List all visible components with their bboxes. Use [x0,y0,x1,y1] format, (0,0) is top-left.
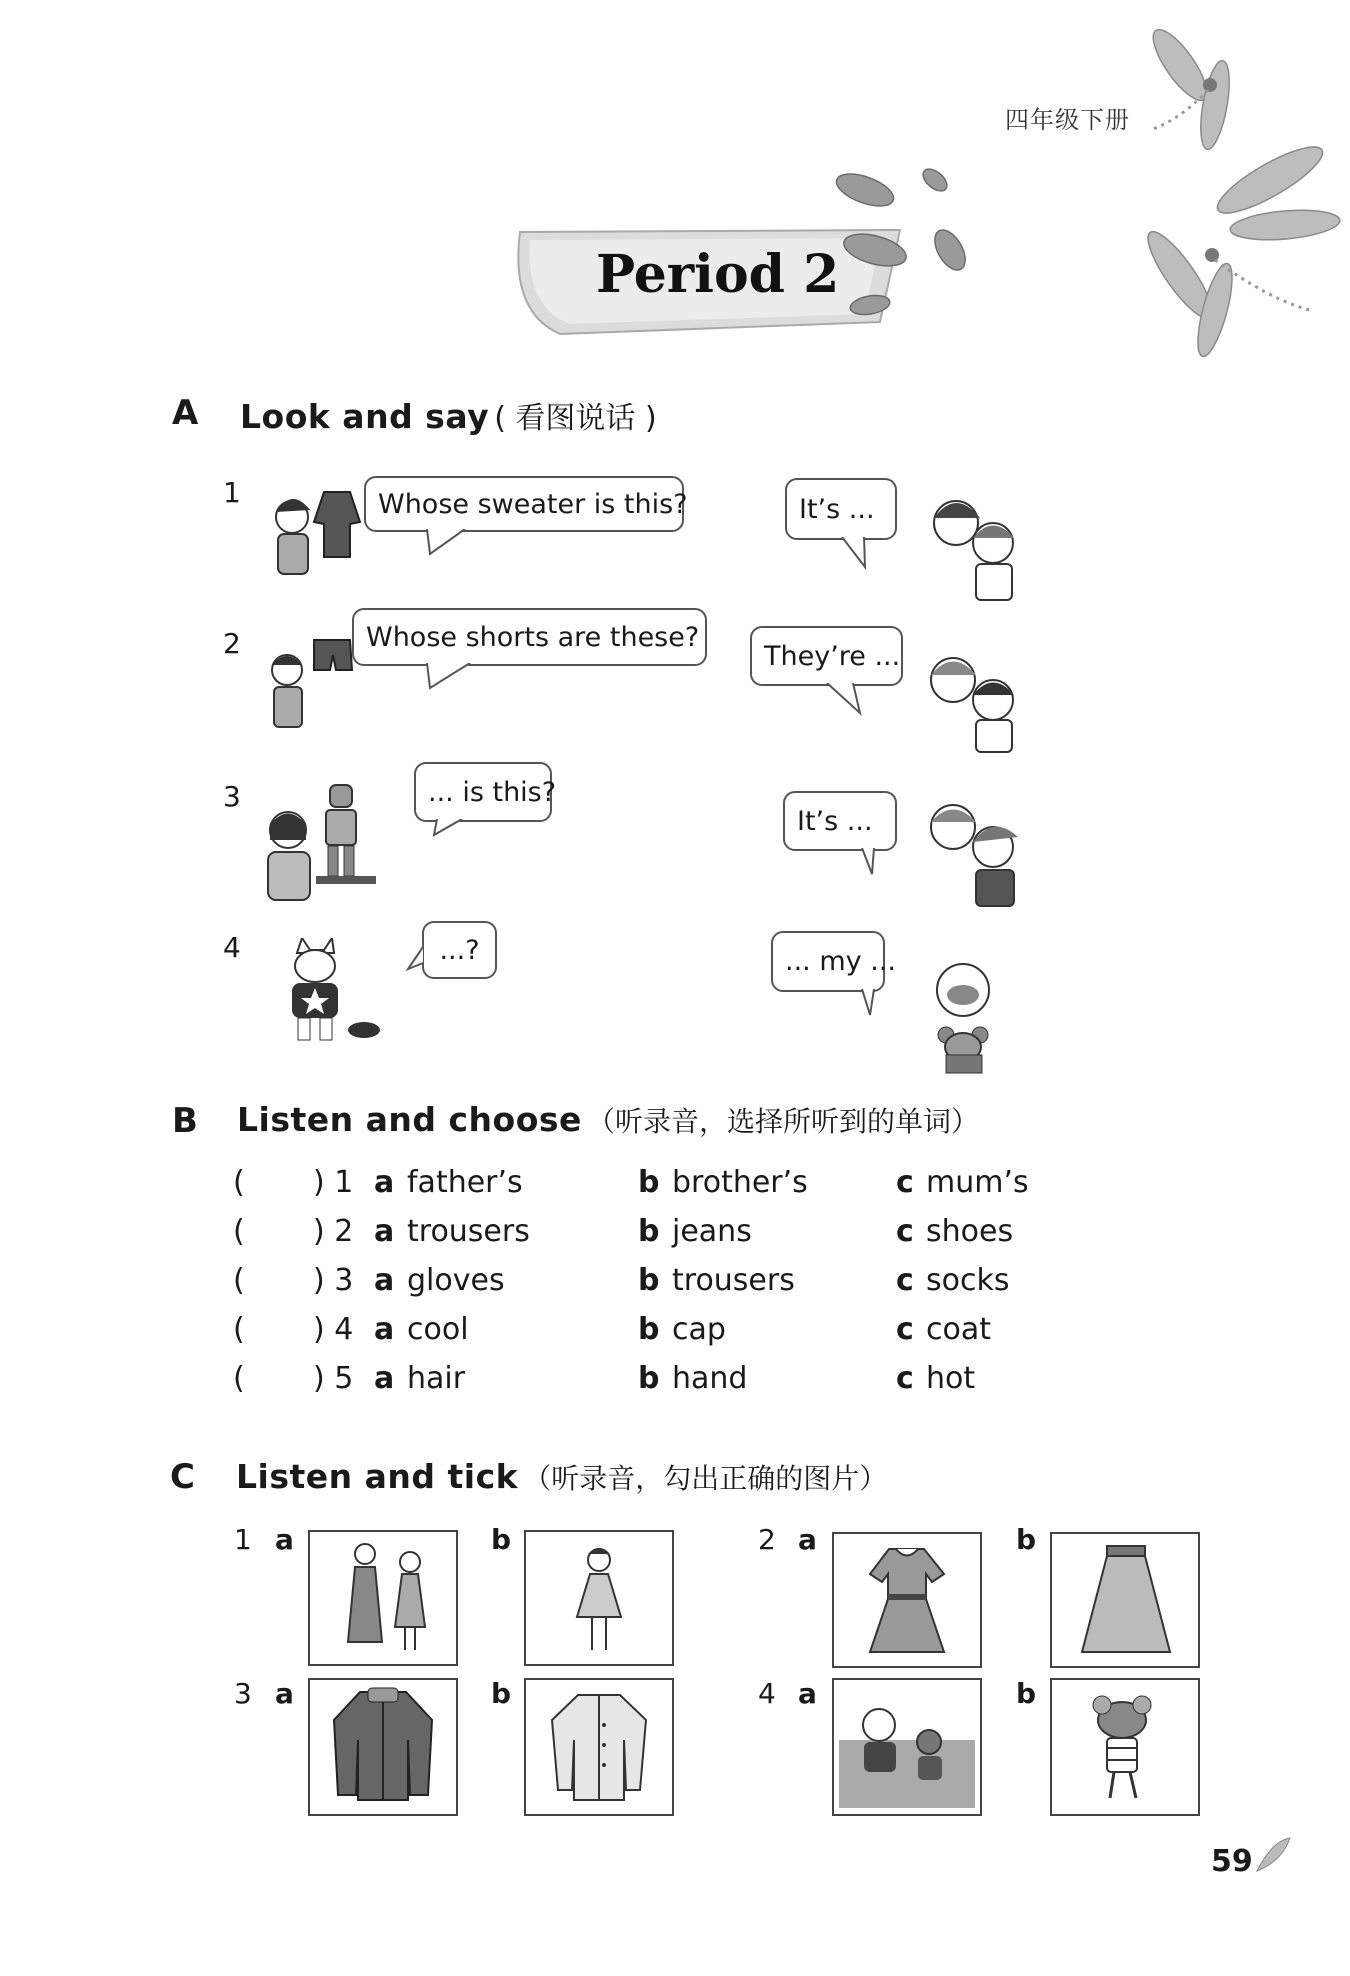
option-c: coat [926,1312,991,1347]
skirt-image [1052,1534,1198,1666]
option-b: trousers [672,1263,795,1298]
answer-blank[interactable]: ( [233,1263,245,1298]
option-letter: b [1016,1677,1037,1710]
option-c: hot [926,1361,976,1396]
girl-with-robot-illustration [258,780,380,905]
option-letter: b [638,1165,660,1200]
picture-option-3b[interactable] [524,1678,674,1816]
item-number: 4 [758,1677,776,1710]
section-b-letter: B [172,1101,198,1141]
bubble-tail [825,683,865,717]
choice-row [0,1361,1350,1401]
option-c: mum’s [926,1165,1029,1200]
option-letter: a [374,1165,395,1200]
answer-text: It’s ... [797,805,873,837]
answer-text: It’s ... [799,493,875,525]
option-b: jeans [672,1214,752,1249]
option-a: gloves [407,1263,505,1298]
answer-blank[interactable]: ( [233,1165,245,1200]
section-c-heading [236,1457,887,1497]
item-number: 1 [234,1523,252,1556]
option-a: cool [407,1312,469,1347]
speech-bubble-answer [785,478,897,540]
answer-text: ... my ... [785,946,896,977]
bubble-tail [425,529,475,559]
option-letter: a [374,1214,395,1249]
section-b-heading [237,1100,979,1140]
question-text: Whose sweater is this? [378,488,688,520]
choice-row [0,1312,1350,1352]
question-number: ) 5 [313,1361,354,1396]
section-a-title-cn: ( 看图说话 ) [494,401,657,436]
option-letter: a [275,1677,294,1710]
option-letter: a [374,1361,395,1396]
bubble-tail [860,989,890,1019]
question-text: ...? [439,934,480,966]
girl-with-sweater-illustration [262,482,372,587]
option-b: hand [672,1361,748,1396]
mouse-illustration [918,955,1013,1075]
option-letter: a [374,1263,395,1298]
option-letter: a [798,1523,817,1556]
bubble-tail [432,819,472,839]
answer-blank[interactable]: ( [233,1214,245,1249]
option-letter: b [491,1523,512,1556]
answer-blank[interactable]: ( [233,1312,245,1347]
leaf-icon [1252,1836,1292,1876]
answer-blank[interactable]: ( [233,1361,245,1396]
choice-row [0,1263,1350,1303]
option-a: hair [407,1361,466,1396]
bubble-tail [425,663,480,693]
question-number: ) 4 [313,1312,354,1347]
picture-option-2b[interactable] [1050,1532,1200,1668]
question-number: ) 2 [313,1214,354,1249]
choice-row [0,1214,1350,1254]
fish-decoration [820,155,1000,325]
option-b: brother’s [672,1165,808,1200]
two-kids-illustration [918,640,1028,755]
picture-option-4a[interactable] [832,1678,982,1816]
cat-illustration [262,938,387,1048]
option-a: father’s [407,1165,523,1200]
option-letter: b [638,1312,660,1347]
section-b-title: Listen and choose [237,1100,582,1139]
option-letter: c [896,1361,914,1396]
girl-in-dress-image [526,1532,672,1664]
picture-option-1b[interactable] [524,1530,674,1666]
bubble-tail [840,537,880,571]
picture-option-2a[interactable] [832,1532,982,1668]
two-kids-illustration [918,792,1030,912]
bubble-tail [860,848,890,878]
picture-option-1a[interactable] [308,1530,458,1666]
option-letter: a [374,1312,395,1347]
choice-row [0,1165,1350,1205]
two-girls-in-dresses-image [310,1532,456,1664]
speech-bubble-question [364,476,688,532]
dress-image [834,1534,980,1666]
option-letter: a [275,1523,294,1556]
speech-bubble-question [414,762,557,822]
page-title: Period 2 [596,244,840,305]
option-letter: b [638,1263,660,1298]
question-text: ... is this? [428,776,557,808]
item-number: 2 [758,1523,776,1556]
speech-bubble-answer [750,626,903,686]
item-number: 2 [223,627,241,660]
answer-text: They’re ... [764,640,901,672]
question-number: ) 1 [313,1165,354,1200]
option-letter: b [491,1677,512,1710]
section-c-title-cn: （听录音，勾出正确的图片） [523,1462,888,1495]
option-letter: b [1016,1523,1037,1556]
cat-and-mouse-scene-image [834,1680,980,1814]
item-number: 1 [223,476,241,509]
mouse-image [1052,1680,1198,1814]
section-c-letter: C [170,1457,195,1497]
bubble-tail [406,945,426,975]
option-letter: b [638,1361,660,1396]
section-c-title: Listen and tick [236,1457,519,1496]
boy-with-shorts-illustration [262,625,357,735]
option-letter: c [896,1312,914,1347]
option-letter: c [896,1263,914,1298]
section-a-title: Look and say [240,397,490,436]
dragonfly-decoration [1120,10,1350,380]
picture-option-3a[interactable] [308,1678,458,1816]
item-number: 4 [223,931,241,964]
option-a: trousers [407,1214,530,1249]
section-a-letter: A [172,393,199,433]
speech-bubble-question [352,608,707,666]
question-text: Whose shorts are these? [366,621,700,653]
option-letter: c [896,1165,914,1200]
option-letter: b [638,1214,660,1249]
page-number: 59 [1211,1844,1253,1879]
question-number: ) 3 [313,1263,354,1298]
picture-option-4b[interactable] [1050,1678,1200,1816]
option-letter: c [896,1214,914,1249]
shirt-image [526,1680,672,1814]
item-number: 3 [223,780,241,813]
section-b-title-cn: （听录音，选择所听到的单词） [587,1105,980,1138]
grade-label: 四年级下册 [1005,106,1130,134]
item-number: 3 [234,1677,252,1710]
option-letter: a [798,1677,817,1710]
speech-bubble-question [422,921,497,979]
option-b: cap [672,1312,726,1347]
option-c: socks [926,1263,1010,1298]
speech-bubble-answer [783,791,897,851]
coat-image [310,1680,456,1814]
two-kids-illustration [918,488,1028,603]
speech-bubble-answer [771,931,896,992]
section-a-heading [240,393,657,437]
option-c: shoes [926,1214,1014,1249]
